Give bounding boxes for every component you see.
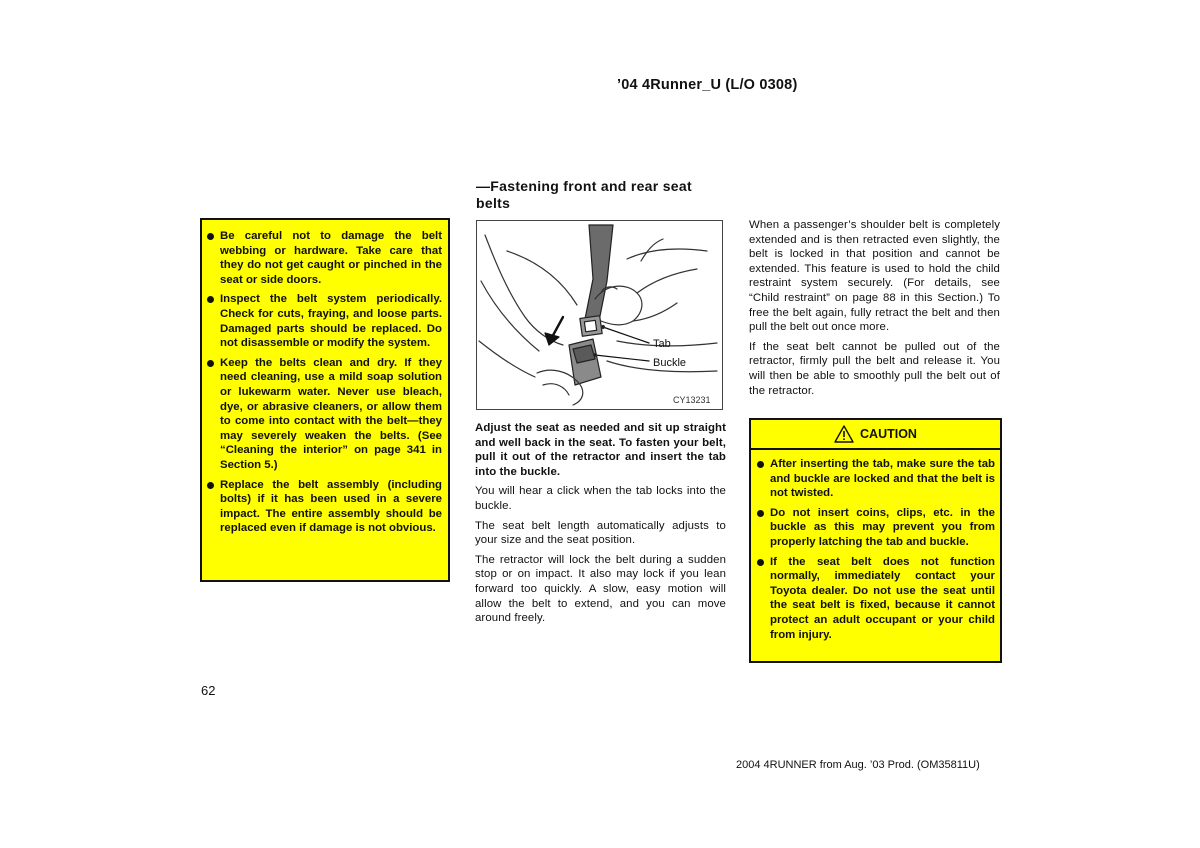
seat-belt-illustration xyxy=(476,220,723,410)
bullet-icon xyxy=(757,559,764,566)
right-text-column xyxy=(749,218,1000,403)
paragraph: The seat belt length automatically adjusts to your size and the seat position. xyxy=(475,519,726,547)
bullet-icon xyxy=(757,461,764,468)
bullet-icon xyxy=(757,510,764,517)
caution-item: After inserting the tab, make sure the tab and buckle are locked and that the belt is not twisted. xyxy=(757,457,995,501)
footer-text: 2004 4RUNNER from Aug. ’03 Prod. (OM35811U) xyxy=(736,759,980,771)
warning-box xyxy=(200,218,450,582)
warning-item: Be careful not to damage the belt webbing or hardware. Take care that they do not get caught or pinched in the seat or side doors. xyxy=(207,229,442,287)
caution-title: CAUTION xyxy=(860,427,917,441)
caution-list xyxy=(757,457,995,642)
bullet-icon xyxy=(207,482,214,489)
figure-code: CY13231 xyxy=(673,395,711,405)
bullet-icon xyxy=(207,360,214,367)
label-buckle: Buckle xyxy=(653,357,687,369)
section-title: —Fastening front and rear seat belts xyxy=(476,178,692,211)
bullet-icon xyxy=(207,233,214,240)
caution-item: If the seat belt does not function normally, immediately contact your Toyota dealer. Do not use the seat until the seat belt is fixed, because it cannot protect an adult occupant or your child from injury. xyxy=(757,555,995,643)
warning-triangle-icon xyxy=(834,425,854,443)
paragraph: You will hear a click when the tab locks into the buckle. xyxy=(475,485,726,512)
main-text-column xyxy=(475,421,726,631)
paragraph: The retractor will lock the belt during a sudden stop or on impact. It also may lock if you lean forward too quickly. A slow, easy motion will allow the belt to extend, and you can move around freely. xyxy=(475,553,726,625)
bullet-icon xyxy=(207,296,214,303)
warning-item: Replace the belt assembly (including bolts) if it has been used in a severe impact. The entire assembly should be replaced even if damage is not obvious. xyxy=(207,478,442,536)
instruction-text: Adjust the seat as needed and sit up straight and well back in the seat. To fasten your belt, pull it out of the retractor and insert the tab into the buckle. xyxy=(475,422,726,478)
caution-item: Do not insert coins, clips, etc. in the buckle as this may prevent you from properly latching the tab and buckle. xyxy=(757,506,995,550)
warning-list xyxy=(207,229,442,536)
caution-box xyxy=(749,418,1002,663)
paragraph: If the seat belt cannot be pulled out of the retractor, firmly pull the belt and release it. You will then be able to smoothly pull the belt out of the retractor. xyxy=(749,340,1000,397)
paragraph: When a passenger’s shoulder belt is completely extended and is then retracted even slightly, the belt is locked in that position and cannot be extended. This feature is used to hold the child restraint system securely. (For details, see “Child restraint” on page 88 in this Section.) To free the belt again, fully retract the belt and then pull the belt out once more. xyxy=(749,219,1000,334)
seat-belt-drawing xyxy=(477,221,722,409)
warning-item: Inspect the belt system periodically. Check for cuts, fraying, and loose parts. Damaged parts should be replaced. Do not disassemble or modify the system. xyxy=(207,292,442,350)
caution-header xyxy=(751,420,1000,450)
page-number: 62 xyxy=(201,683,216,698)
label-tab: Tab xyxy=(653,338,671,350)
warning-item: Keep the belts clean and dry. If they need cleaning, use a mild soap solution or lukewarm water. Never use bleach, dye, or abrasive cleaners, or allow them to come into contact with the belt—they may severely weaken the belts. (See “Cleaning the interior” on page 341 in Section 5.) xyxy=(207,356,442,473)
header-title: ’04 4Runner_U (L/O 0308) xyxy=(617,77,798,93)
